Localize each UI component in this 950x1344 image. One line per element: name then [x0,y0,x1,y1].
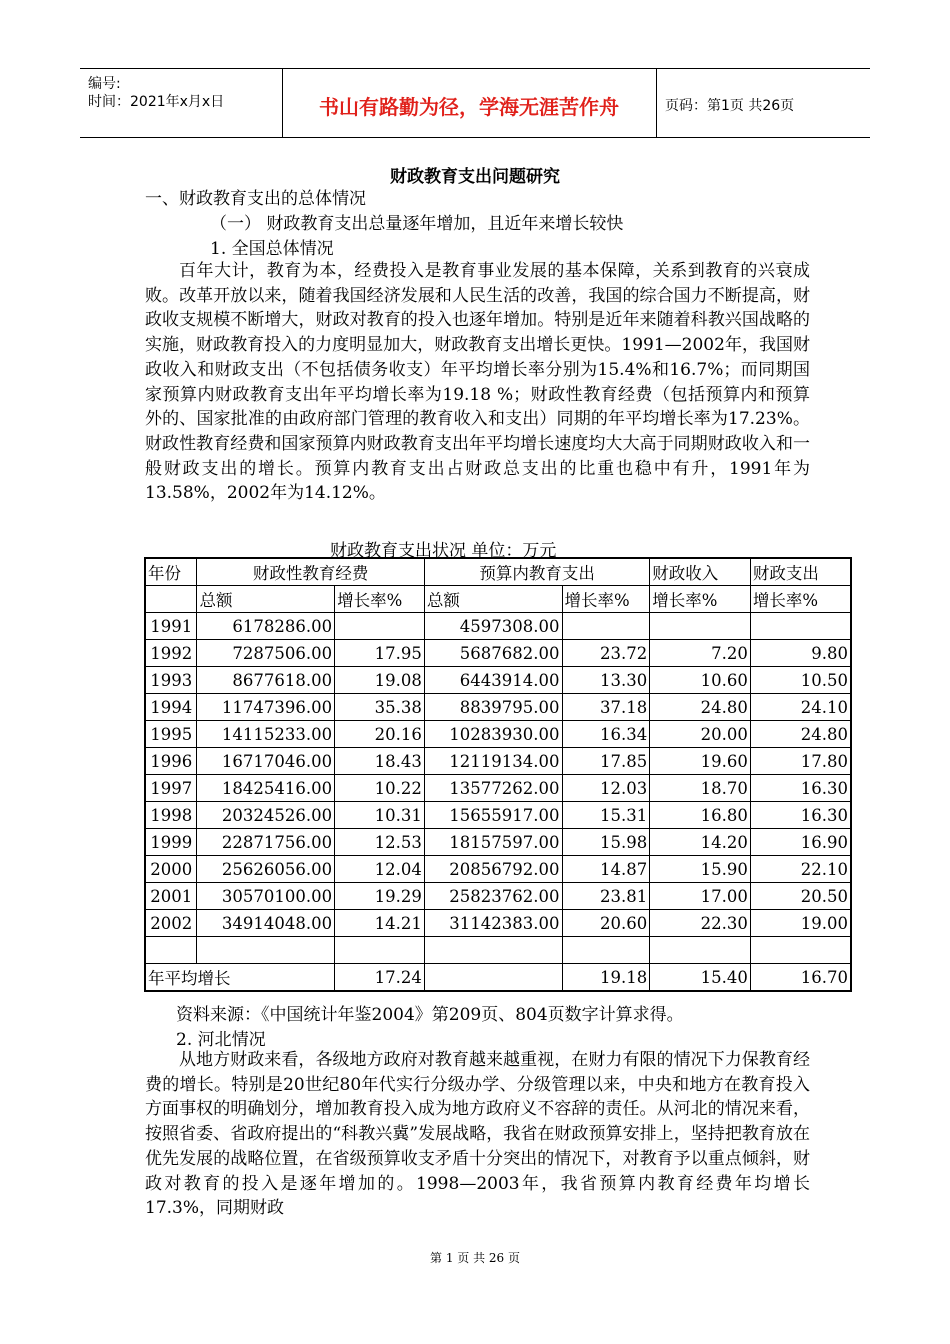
table-row [145,829,851,856]
table-cell: 12.04 [335,856,425,883]
table-cell: 15.31 [562,802,650,829]
table-cell: 6443914.00 [424,667,562,694]
table-source-note: 资料来源：《中国统计年鉴2004》第209页、804页数字计算求得。 [176,1005,684,1025]
table-cell: 15.90 [650,856,751,883]
table-cell: 20324526.00 [197,802,335,829]
table-cell-empty [197,937,335,964]
table-cell: 24.10 [750,694,851,721]
table-cell: 6178286.00 [197,613,335,640]
table-cell: 10.50 [750,667,851,694]
table-cell: 5687682.00 [424,640,562,667]
section-heading: 一、财政教育支出的总体情况 [145,189,366,209]
table-cell: 16.90 [750,829,851,856]
table-cell: 19.08 [335,667,425,694]
table-cell: 8677618.00 [197,667,335,694]
table-cell: 7287506.00 [197,640,335,667]
table-cell: 22871756.00 [197,829,335,856]
table-average-row [145,964,851,992]
table-cell: 31142383.00 [424,910,562,937]
page-header [80,68,870,138]
average-fiscal-edu: 17.24 [335,964,425,992]
table-row [145,694,851,721]
table-cell [335,613,425,640]
table-cell: 24.80 [750,721,851,748]
average-expenditure: 16.70 [750,964,851,992]
table-cell: 16.80 [650,802,751,829]
table-cell: 14.87 [562,856,650,883]
table-row [145,748,851,775]
table-cell: 37.18 [562,694,650,721]
table-cell: 19.60 [650,748,751,775]
subsection-heading: （一） 财政教育支出总量逐年增加，且近年来增长较快 [210,214,624,234]
table-cell: 16.30 [750,775,851,802]
page-footer: 第 1 页 共 26 页 [430,1251,520,1265]
paragraph-hebei: 从地方财政来看，各级地方政府对教育越来越重视，在财力有限的情况下力保教育经费的增长。特别是20世纪80年代实行分级办学、分级管理以来，中央和地方在教育投入方面事权的明确划分，增加教育投入成为地方政府义不容辞的责任。从河北的情况来看，按照省委、省政府提出的“科教兴冀”发展战略，我省在财政预算安排上，坚持把教育放在优先发展的战略位置，在省级预算收支矛盾十分突出的情况下，对教育予以重点倾斜，财政对教育的投入是逐年增加的。1998—2003年，我省预算内教育经费年均增长17.3%，同期财政 [145,1050,810,1219]
subheader-cell: 总额 [197,586,335,613]
table-cell: 17.95 [335,640,425,667]
document-title: 财政教育支出问题研究 [390,167,560,187]
table-cell: 14.21 [335,910,425,937]
average-budget-edu: 19.18 [562,964,650,992]
table-row [145,721,851,748]
table-cell: 20.00 [650,721,751,748]
table-cell [650,613,751,640]
table-cell: 14115233.00 [197,721,335,748]
table-cell: 19.00 [750,910,851,937]
table-cell: 7.20 [650,640,751,667]
table-cell-empty [145,937,197,964]
paragraph-national: 百年大计，教育为本，经费投入是教育事业发展的基本保障，关系到教育的兴衰成败。改革开放以来，随着我国经济发展和人民生活的改善，我国的综合国力不断提高，财政收支规模不断增大，财政对教育的投入也逐年增加。特别是近年来随着科教兴国战略的实施，财政教育投入的力度明显加大，财政教育支出增长更快。1991—2002年，我国财政收入和财政支出（不包括债务收支）年平均增长率分别为15.4%和16.7%；而同期国家预算内财政教育支出年平均增长率为19.18 %；财政性教育经费（包括预算内和预算外的、国家批准的由政府部门管理的教育收入和支出）同期的年平均增长率为17.23%。财政性教育经费和国家预算内财政教育支出年平均增长速度均大大高于同期财政收入和一般财政支出的增长。预算内教育支出占财政总支出的比重也稳中有升，1991年为13.58%，2002年为14.12%。 [145,261,810,504]
subheader-cell: 增长率% [650,586,751,613]
table-cell: 14.20 [650,829,751,856]
subheader-cell: 增长率% [562,586,650,613]
table-cell: 12119134.00 [424,748,562,775]
header-expenditure: 财政支出 [750,558,851,586]
table-caption: 财政教育支出状况 单位：万元 [330,541,557,561]
table-cell: 17.85 [562,748,650,775]
header-budget-edu: 预算内教育支出 [424,558,649,586]
table-cell: 1991 [145,613,197,640]
table-cell: 30570100.00 [197,883,335,910]
table-cell: 1993 [145,667,197,694]
table-cell: 15655917.00 [424,802,562,829]
header-left-cell [80,69,283,137]
table-cell: 13577262.00 [424,775,562,802]
average-label: 年平均增长 [145,964,335,992]
table-row [145,856,851,883]
header-right-cell [656,69,871,137]
table-cell: 17.00 [650,883,751,910]
table-cell: 23.81 [562,883,650,910]
table-cell: 23.72 [562,640,650,667]
table-cell: 18157597.00 [424,829,562,856]
table-cell: 12.03 [562,775,650,802]
header-number: 编号: [88,76,121,92]
table-cell [750,613,851,640]
table-cell [562,613,650,640]
table-cell: 2001 [145,883,197,910]
table-cell: 20.50 [750,883,851,910]
header-motto: 书山有路勤为径，学海无涯苦作舟 [319,95,619,119]
header-time: 时间：2021年x月x日 [88,94,225,110]
table-cell-empty [650,937,751,964]
table-cell: 18.70 [650,775,751,802]
education-expenditure-table [144,557,852,992]
table-cell: 1997 [145,775,197,802]
table-cell: 10.31 [335,802,425,829]
table-cell: 1994 [145,694,197,721]
table-row [145,613,851,640]
table-cell: 9.80 [750,640,851,667]
table-cell: 1999 [145,829,197,856]
table-cell: 20856792.00 [424,856,562,883]
table-cell: 13.30 [562,667,650,694]
table-cell: 12.53 [335,829,425,856]
table-cell: 1998 [145,802,197,829]
table-cell: 2002 [145,910,197,937]
table-cell: 35.38 [335,694,425,721]
header-revenue: 财政收入 [650,558,751,586]
table-row [145,775,851,802]
table-blank-row [145,937,851,964]
subheader-blank [145,586,197,613]
table-cell: 10.22 [335,775,425,802]
table-cell: 17.80 [750,748,851,775]
subheader-cell: 总额 [424,586,562,613]
table-header-row [145,558,851,586]
table-cell: 15.98 [562,829,650,856]
subheader-cell: 增长率% [750,586,851,613]
table-cell: 18.43 [335,748,425,775]
table-cell: 25626056.00 [197,856,335,883]
subheader-cell: 增长率% [335,586,425,613]
table-cell: 20.16 [335,721,425,748]
table-cell-empty [424,937,562,964]
average-blank [424,964,562,992]
header-fiscal-edu: 财政性教育经费 [197,558,424,586]
table-cell: 22.10 [750,856,851,883]
item-heading-hebei: 2. 河北情况 [176,1030,266,1050]
table-row [145,883,851,910]
table-row [145,640,851,667]
table-cell: 22.30 [650,910,751,937]
table-cell: 24.80 [650,694,751,721]
table-row [145,910,851,937]
header-year: 年份 [145,558,197,586]
table-cell: 19.29 [335,883,425,910]
table-cell-empty [562,937,650,964]
table-cell: 16.30 [750,802,851,829]
table-cell: 18425416.00 [197,775,335,802]
table-cell: 4597308.00 [424,613,562,640]
average-revenue: 15.40 [650,964,751,992]
header-page-info: 页码：第1页 共26页 [665,98,795,114]
table-cell: 16.34 [562,721,650,748]
table-row [145,802,851,829]
table-cell: 10.60 [650,667,751,694]
table-cell-empty [750,937,851,964]
table-row [145,667,851,694]
table-cell: 25823762.00 [424,883,562,910]
table-cell: 1996 [145,748,197,775]
table-cell-empty [335,937,425,964]
table-subheader-row [145,586,851,613]
item-heading-national: 1. 全国总体情况 [210,239,334,259]
table-cell: 1992 [145,640,197,667]
table-cell: 2000 [145,856,197,883]
table-cell: 20.60 [562,910,650,937]
table-cell: 34914048.00 [197,910,335,937]
table-cell: 10283930.00 [424,721,562,748]
table-cell: 8839795.00 [424,694,562,721]
table-cell: 11747396.00 [197,694,335,721]
table-cell: 16717046.00 [197,748,335,775]
table-cell: 1995 [145,721,197,748]
